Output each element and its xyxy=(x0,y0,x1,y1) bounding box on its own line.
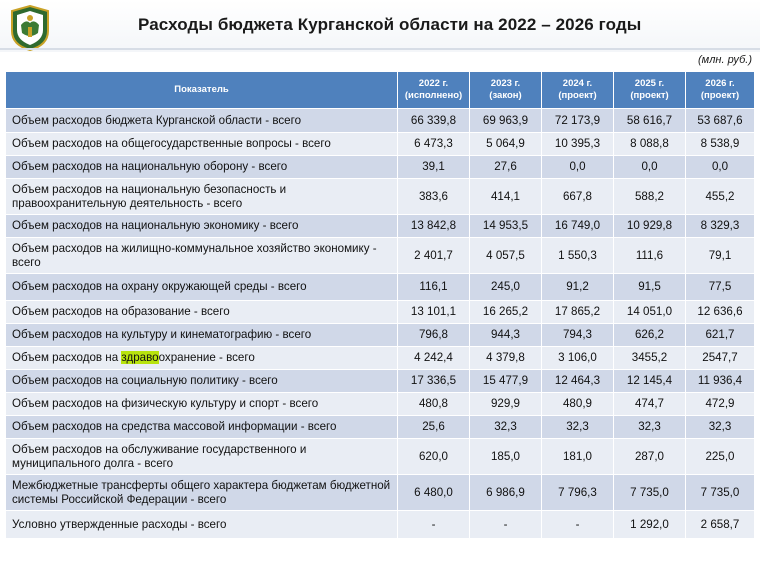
table-row xyxy=(6,301,755,324)
value-cell: 69 963,9 xyxy=(470,109,542,133)
header-bar xyxy=(0,0,760,52)
value-cell: 32,3 xyxy=(686,416,755,439)
table-row xyxy=(6,274,755,301)
value-cell: 25,6 xyxy=(398,416,470,439)
column-header-indicator: Показатель xyxy=(6,72,398,109)
value-cell: 4 242,4 xyxy=(398,347,470,370)
row-label: Объем расходов на образование - всего xyxy=(6,301,398,324)
units-note: (млн. руб.) xyxy=(698,54,752,66)
table-row xyxy=(6,238,755,274)
value-cell: 4 057,5 xyxy=(470,238,542,274)
value-cell: - xyxy=(470,511,542,539)
value-cell: 13 101,1 xyxy=(398,301,470,324)
column-header-year: 2023 г. (закон) xyxy=(470,72,542,109)
value-cell: 11 936,4 xyxy=(686,370,755,393)
label-part: Объем расходов на xyxy=(12,351,122,364)
row-label: Объем расходов на национальную оборону - всего xyxy=(6,156,398,179)
value-cell: 383,6 xyxy=(398,179,470,215)
row-label: Объем расходов на социальную политику - всего xyxy=(6,370,398,393)
value-cell: 225,0 xyxy=(686,439,755,475)
table-row xyxy=(6,439,755,475)
value-cell: 796,8 xyxy=(398,324,470,347)
value-cell: 27,6 xyxy=(470,156,542,179)
table-row xyxy=(6,416,755,439)
value-cell: 480,8 xyxy=(398,393,470,416)
table-row xyxy=(6,393,755,416)
row-label: Объем расходов на охрану окружающей среды - всего xyxy=(6,274,398,301)
highlighted-text: здраво xyxy=(121,351,159,364)
table-row xyxy=(6,133,755,156)
value-cell: 79,1 xyxy=(686,238,755,274)
value-cell: - xyxy=(398,511,470,539)
value-cell: 929,9 xyxy=(470,393,542,416)
value-cell: 794,3 xyxy=(542,324,614,347)
value-cell: 8 088,8 xyxy=(614,133,686,156)
value-cell: 13 842,8 xyxy=(398,215,470,238)
page-title: Расходы бюджета Курганской области на 2022 – 2026 годы xyxy=(138,15,642,34)
table-row xyxy=(6,215,755,238)
value-cell: 626,2 xyxy=(614,324,686,347)
table-row xyxy=(6,179,755,215)
value-cell: 5 064,9 xyxy=(470,133,542,156)
value-cell: 414,1 xyxy=(470,179,542,215)
value-cell: 10 395,3 xyxy=(542,133,614,156)
table-row xyxy=(6,347,755,370)
value-cell: 0,0 xyxy=(686,156,755,179)
value-cell: 17 865,2 xyxy=(542,301,614,324)
row-label: Объем расходов бюджета Курганской области - всего xyxy=(6,109,398,133)
label-part: охранение - всего xyxy=(158,351,255,364)
value-cell: - xyxy=(542,511,614,539)
value-cell: 8 329,3 xyxy=(686,215,755,238)
value-cell: 621,7 xyxy=(686,324,755,347)
value-cell: 66 339,8 xyxy=(398,109,470,133)
row-label xyxy=(6,347,398,370)
value-cell: 3455,2 xyxy=(614,347,686,370)
value-cell: 111,6 xyxy=(614,238,686,274)
table-row xyxy=(6,324,755,347)
row-label: Объем расходов на средства массовой информации - всего xyxy=(6,416,398,439)
value-cell: 53 687,6 xyxy=(686,109,755,133)
value-cell: 32,3 xyxy=(470,416,542,439)
value-cell: 2 658,7 xyxy=(686,511,755,539)
value-cell: 7 796,3 xyxy=(542,475,614,511)
value-cell: 0,0 xyxy=(614,156,686,179)
value-cell: 16 749,0 xyxy=(542,215,614,238)
table-row xyxy=(6,109,755,133)
value-cell: 667,8 xyxy=(542,179,614,215)
row-label: Объем расходов на жилищно-коммунальное хозяйство экономику - всего xyxy=(6,238,398,274)
column-header-year: 2022 г. (исполнено) xyxy=(398,72,470,109)
table-row xyxy=(6,370,755,393)
value-cell: 32,3 xyxy=(542,416,614,439)
value-cell: 474,7 xyxy=(614,393,686,416)
value-cell: 1 292,0 xyxy=(614,511,686,539)
value-cell: 3 106,0 xyxy=(542,347,614,370)
table-row xyxy=(6,511,755,539)
value-cell: 6 986,9 xyxy=(470,475,542,511)
value-cell: 16 265,2 xyxy=(470,301,542,324)
row-label: Условно утвержденные расходы - всего xyxy=(6,511,398,539)
value-cell: 6 480,0 xyxy=(398,475,470,511)
row-label: Объем расходов на физическую культуру и спорт - всего xyxy=(6,393,398,416)
row-label: Объем расходов на национальную безопасность и правоохранительную деятельность - всего xyxy=(6,179,398,215)
row-label: Объем расходов на общегосударственные вопросы - всего xyxy=(6,133,398,156)
row-label: Объем расходов на национальную экономику - всего xyxy=(6,215,398,238)
table-row xyxy=(6,475,755,511)
value-cell: 39,1 xyxy=(398,156,470,179)
row-label: Объем расходов на обслуживание государственного и муниципального долга - всего xyxy=(6,439,398,475)
table-header-row xyxy=(6,72,755,109)
column-header-year: 2024 г. (проект) xyxy=(542,72,614,109)
value-cell: 2 401,7 xyxy=(398,238,470,274)
value-cell: 455,2 xyxy=(686,179,755,215)
row-label: Межбюджетные трансферты общего характера бюджетам бюджетной системы Российской Федерации - всего xyxy=(6,475,398,511)
value-cell: 287,0 xyxy=(614,439,686,475)
value-cell: 72 173,9 xyxy=(542,109,614,133)
value-cell: 32,3 xyxy=(614,416,686,439)
value-cell: 10 929,8 xyxy=(614,215,686,238)
row-label: Объем расходов на культуру и кинематографию - всего xyxy=(6,324,398,347)
value-cell: 116,1 xyxy=(398,274,470,301)
value-cell: 17 336,5 xyxy=(398,370,470,393)
value-cell: 6 473,3 xyxy=(398,133,470,156)
coat-of-arms-icon xyxy=(8,5,52,51)
value-cell: 185,0 xyxy=(470,439,542,475)
value-cell: 58 616,7 xyxy=(614,109,686,133)
value-cell: 14 051,0 xyxy=(614,301,686,324)
value-cell: 12 636,6 xyxy=(686,301,755,324)
value-cell: 12 145,4 xyxy=(614,370,686,393)
table-body xyxy=(6,109,755,539)
value-cell: 0,0 xyxy=(542,156,614,179)
value-cell: 7 735,0 xyxy=(686,475,755,511)
value-cell: 77,5 xyxy=(686,274,755,301)
value-cell: 588,2 xyxy=(614,179,686,215)
value-cell: 944,3 xyxy=(470,324,542,347)
value-cell: 4 379,8 xyxy=(470,347,542,370)
column-header-year: 2025 г. (проект) xyxy=(614,72,686,109)
value-cell: 245,0 xyxy=(470,274,542,301)
value-cell: 7 735,0 xyxy=(614,475,686,511)
value-cell: 8 538,9 xyxy=(686,133,755,156)
value-cell: 15 477,9 xyxy=(470,370,542,393)
value-cell: 181,0 xyxy=(542,439,614,475)
title-divider xyxy=(0,48,760,50)
value-cell: 12 464,3 xyxy=(542,370,614,393)
table-row xyxy=(6,156,755,179)
budget-table xyxy=(5,71,755,539)
value-cell: 480,9 xyxy=(542,393,614,416)
column-header-year: 2026 г. (проект) xyxy=(686,72,755,109)
value-cell: 1 550,3 xyxy=(542,238,614,274)
value-cell: 472,9 xyxy=(686,393,755,416)
value-cell: 91,2 xyxy=(542,274,614,301)
value-cell: 2547,7 xyxy=(686,347,755,370)
value-cell: 14 953,5 xyxy=(470,215,542,238)
value-cell: 620,0 xyxy=(398,439,470,475)
value-cell: 91,5 xyxy=(614,274,686,301)
